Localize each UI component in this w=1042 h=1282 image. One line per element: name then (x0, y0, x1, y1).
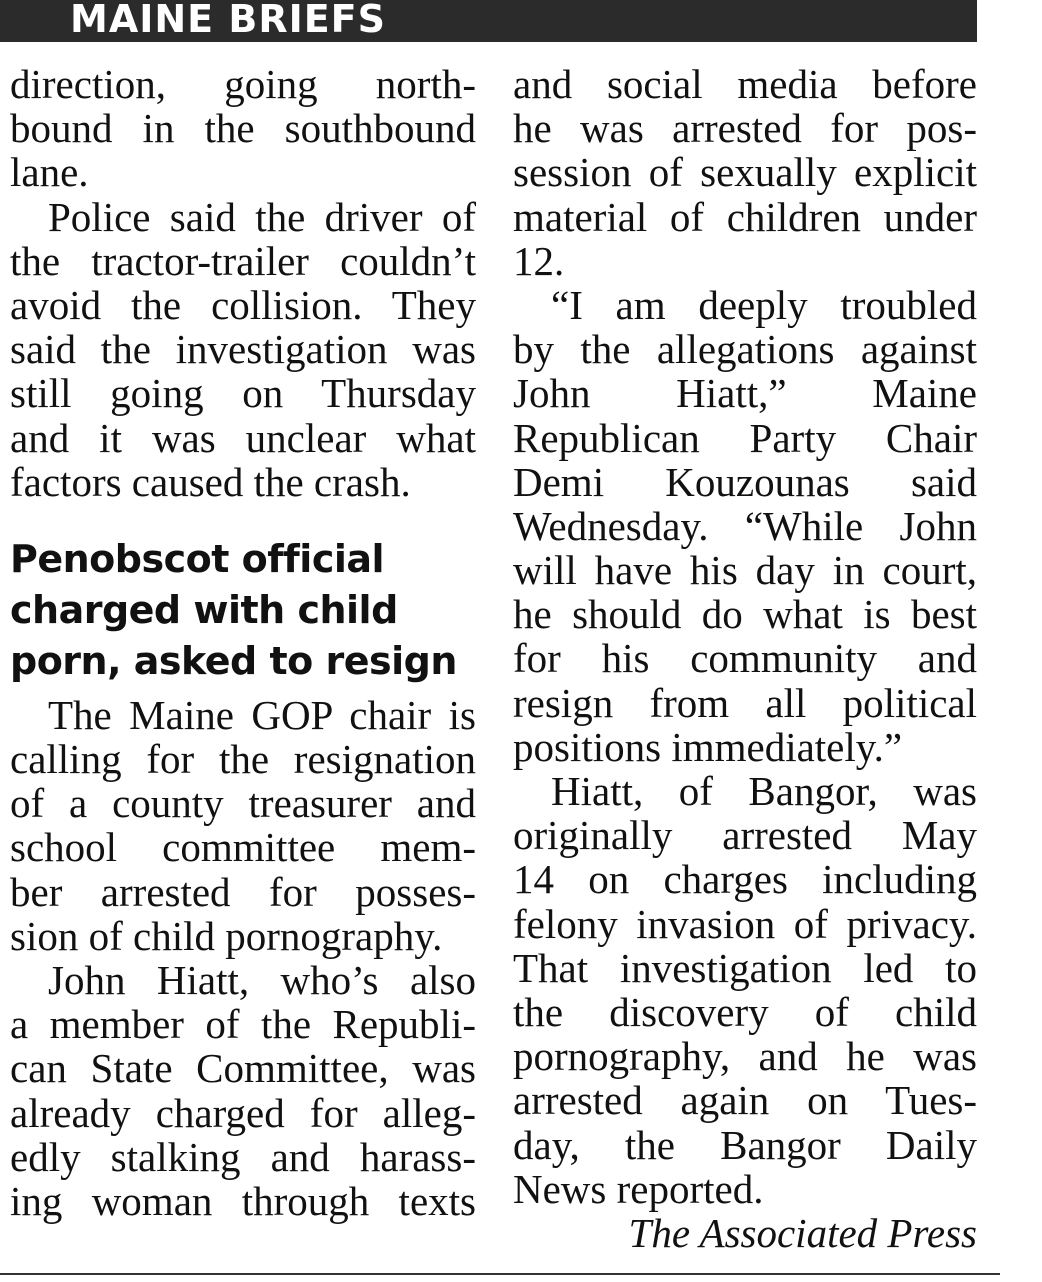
text-line: bound in the southbound (10, 105, 476, 152)
text-line: News reported. (513, 1165, 764, 1212)
text-line: he was arrested for pos- (513, 105, 977, 152)
text-line: the discovery of child (513, 988, 977, 1035)
continued-paragraph (10, 62, 476, 195)
text-line: That investigation led to (513, 944, 977, 991)
text-line: originally arrested May (513, 812, 977, 859)
text-line: he should do what is best (513, 591, 977, 638)
text-line: John Hiatt,” Maine (513, 370, 977, 417)
text-line: Demi Kouzounas said (513, 458, 977, 505)
text-line: 12. (513, 237, 565, 284)
text-line: still going on Thursday (10, 370, 476, 417)
text-line: The Maine GOP chair is (48, 691, 476, 738)
article-column-left (10, 62, 476, 1223)
section-title: MAINE BRIEFS (70, 0, 386, 41)
text-line: ing woman through texts (10, 1177, 476, 1224)
article-headline (10, 534, 476, 687)
text-line: Hiatt, of Bangor, was (551, 768, 977, 814)
paragraph-gop-chair (10, 693, 476, 958)
text-line: of a county treasurer and (10, 780, 476, 827)
text-line: positions immediately.” (513, 723, 903, 770)
text-line: said the investigation was (10, 326, 476, 373)
byline: The Associated Press (628, 1209, 977, 1256)
text-line: the tractor-trailer couldn’t (10, 237, 476, 284)
headline-line: charged with child (10, 587, 398, 632)
text-line: school committee mem- (10, 824, 476, 871)
text-line: “I am deeply troubled (551, 281, 977, 328)
text-line: edly stalking and harass- (10, 1133, 476, 1180)
section-header-bar (0, 0, 977, 42)
text-line: felony invasion of privacy. (513, 900, 977, 947)
text-line: Wednesday. “While John (513, 502, 977, 549)
text-line: lane. (10, 149, 89, 196)
paragraph-arrest (513, 769, 977, 1211)
text-line: can State Committee, was (10, 1045, 476, 1092)
text-line: sion of child pornography. (10, 912, 443, 959)
text-line: Republican Party Chair (513, 414, 977, 461)
paragraph-hiatt (10, 958, 476, 1223)
text-line: and it was unclear what (10, 414, 476, 461)
text-line: and social media before (513, 61, 977, 107)
article-column-right (513, 62, 977, 1255)
text-line: resign from all political (513, 679, 977, 726)
continued-paragraph (513, 62, 977, 283)
text-line: for his community and (513, 635, 977, 682)
headline-line: porn, asked to resign (10, 638, 457, 683)
paragraph-police (10, 195, 476, 504)
text-line: ber arrested for posses- (10, 868, 476, 915)
text-line: will have his day in court, (513, 547, 977, 594)
text-line: pornography, and he was (513, 1033, 977, 1080)
text-line: material of children under (513, 193, 977, 240)
bottom-rule (0, 1273, 1000, 1275)
text-line: day, the Bangor Daily (513, 1121, 977, 1168)
text-line: calling for the resignation (10, 736, 476, 783)
text-line: arrested again on Tues- (513, 1077, 977, 1124)
text-line: session of sexually explicit (513, 149, 977, 196)
text-line: already charged for alleg- (10, 1089, 476, 1136)
text-line: direction, going north- (10, 61, 476, 107)
headline-line: Penobscot official (10, 536, 385, 581)
text-line: factors caused the crash. (10, 458, 411, 505)
text-line: 14 on charges including (513, 856, 977, 903)
text-line: avoid the collision. They (10, 281, 476, 328)
paragraph-quote (513, 283, 977, 769)
text-line: a member of the Republi- (10, 1001, 476, 1048)
text-line: by the allegations against (513, 326, 977, 373)
text-line: John Hiatt, who’s also (48, 957, 476, 1003)
text-line: Police said the driver of (48, 193, 476, 240)
